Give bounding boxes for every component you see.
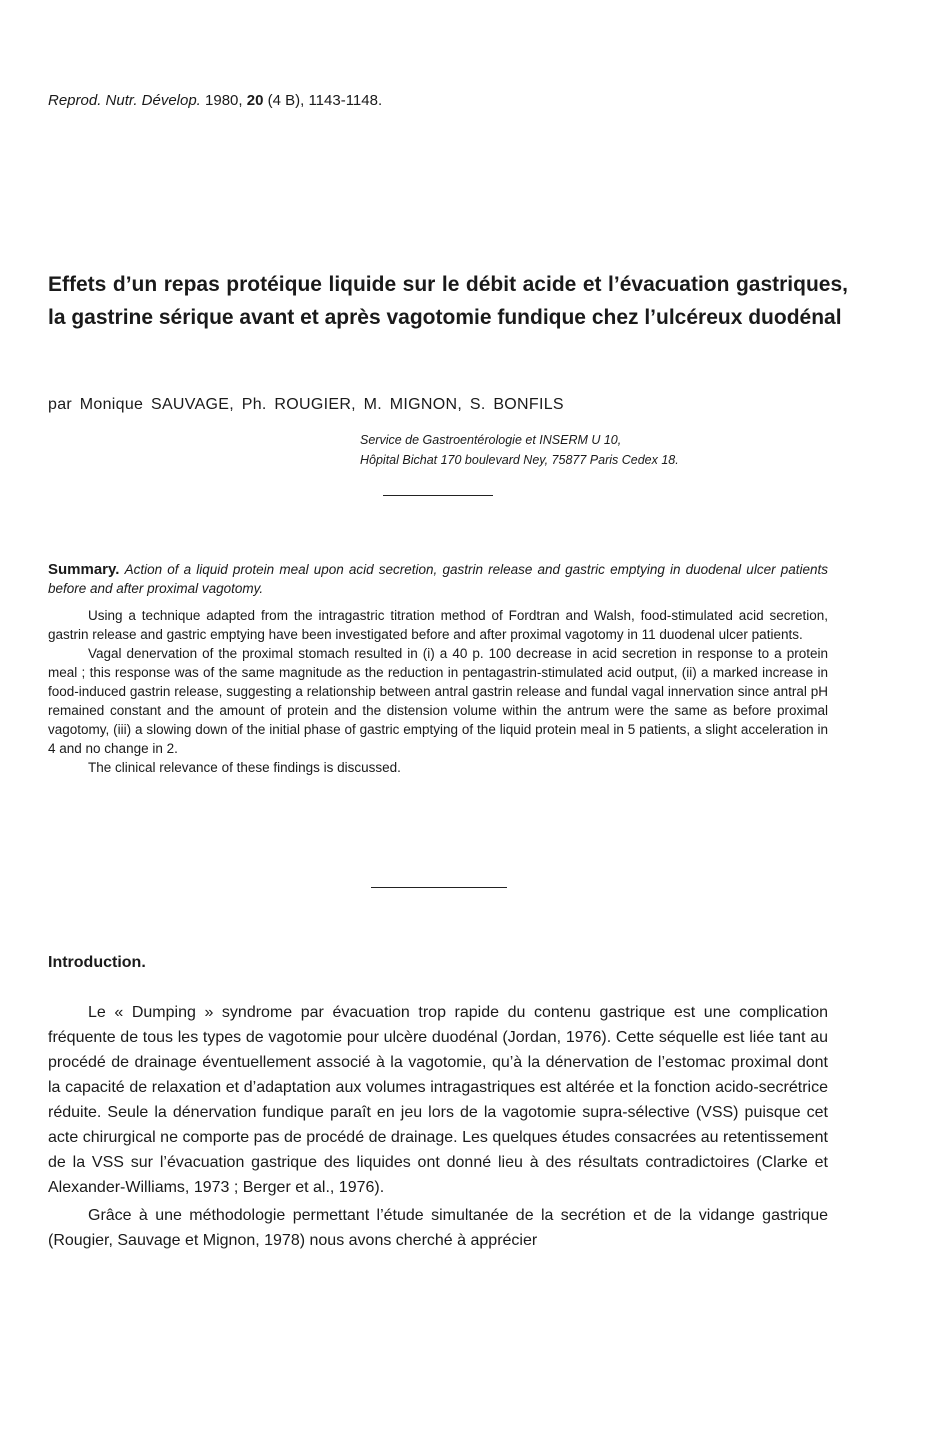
affiliation-line-1: Service de Gastroentérologie et INSERM U 10, (360, 433, 622, 447)
journal-volume: 20 (246, 92, 264, 109)
summary-paragraph: Vagal denervation of the proximal stomach resulted in (i) a 40 p. 100 decrease in acid secretion in response to a protein meal ; this response was of the same magnitude as the reduction in pentagastrin-stimulated acid output, (ii) a marked increase in food-induced gastrin release, suggesting a relationship between antral gastrin release and fundal vagal innervation since antral pH remained constant and the amount of protein and the distension volume within the antrum were the same as before proximal vagotomy, (iii) a slowing down of the initial phase of gastric emptying of the liquid protein meal in 5 patients, a slight acceleration in 4 and no change in 2. (48, 646, 828, 756)
summary-paragraph: Using a technique adapted from the intragastric titration method of Fordtran and Walsh, food-stimulated acid secretion, gastrin release and gastric emptying have been investigated before and after proximal vagotomy in 11 duodenal ulcer patients. (48, 608, 828, 642)
article-title: Effets d’un repas protéique liquide sur le débit acide et l’évacuation gastriques, la gastrine sérique avant et après vagotomie fundique chez l’ulcéreux duodénal (48, 273, 848, 329)
body-paragraph: Grâce à une méthodologie permettant l’étude simultanée de la secrétion et de la vidange gastrique (Rougier, Sauvage et Mignon, 1978) nous avons cherché à apprécier (48, 1207, 828, 1249)
summary-header (48, 560, 828, 598)
introduction-body (48, 1000, 828, 1256)
journal-year: 1980, (205, 92, 243, 109)
author-list: par Monique SAUVAGE, Ph. ROUGIER, M. MIGNON, S. BONFILS (48, 396, 564, 413)
body-paragraph: Le « Dumping » syndrome par évacuation trop rapide du contenu gastrique est une complication fréquente de tous les types de vagotomie pour ulcère duodénal (Jordan, 1976). Cette séquelle est liée tant au procédé de drainage éventuellement associé à la vagotomie, qu’à la dénervation de l’estomac proximal dont la capacité de relaxation et d’adaptation aux volumes intragastriques est altérée et la fonction acido-secrétrice réduite. Seule la dénervation fundique paraît en jeu lors de la vagotomie supra-sélective (VSS) puisque cet acte chirurgical ne comporte pas de procédé de drainage. Les quelques études consacrées au retentissement de la VSS sur l’évacuation gastrique des liquides ont donné lieu à des résultats contradictoires (Clarke et Alexander-Williams, 1973 ; Berger et al., 1976). (48, 1004, 828, 1196)
summary-section (48, 560, 828, 777)
journal-citation (48, 92, 382, 109)
affiliation (360, 430, 679, 470)
section-heading-introduction: Introduction. (48, 954, 146, 971)
summary-subtitle: Action of a liquid protein meal upon acid secretion, gastrin release and gastric emptying in duodenal ulcer patients before and after proximal vagotomy. (48, 562, 828, 596)
affiliation-line-2: Hôpital Bichat 170 boulevard Ney, 75877 Paris Cedex 18. (360, 453, 679, 467)
summary-label: Summary. (48, 561, 120, 578)
summary-paragraph: The clinical relevance of these findings is discussed. (88, 760, 401, 775)
journal-issue-pages: (4 B), 1143-1148. (267, 92, 383, 109)
separator-rule (371, 887, 507, 888)
separator-rule (383, 495, 493, 496)
journal-name: Reprod. Nutr. Dévelop. (48, 92, 201, 109)
